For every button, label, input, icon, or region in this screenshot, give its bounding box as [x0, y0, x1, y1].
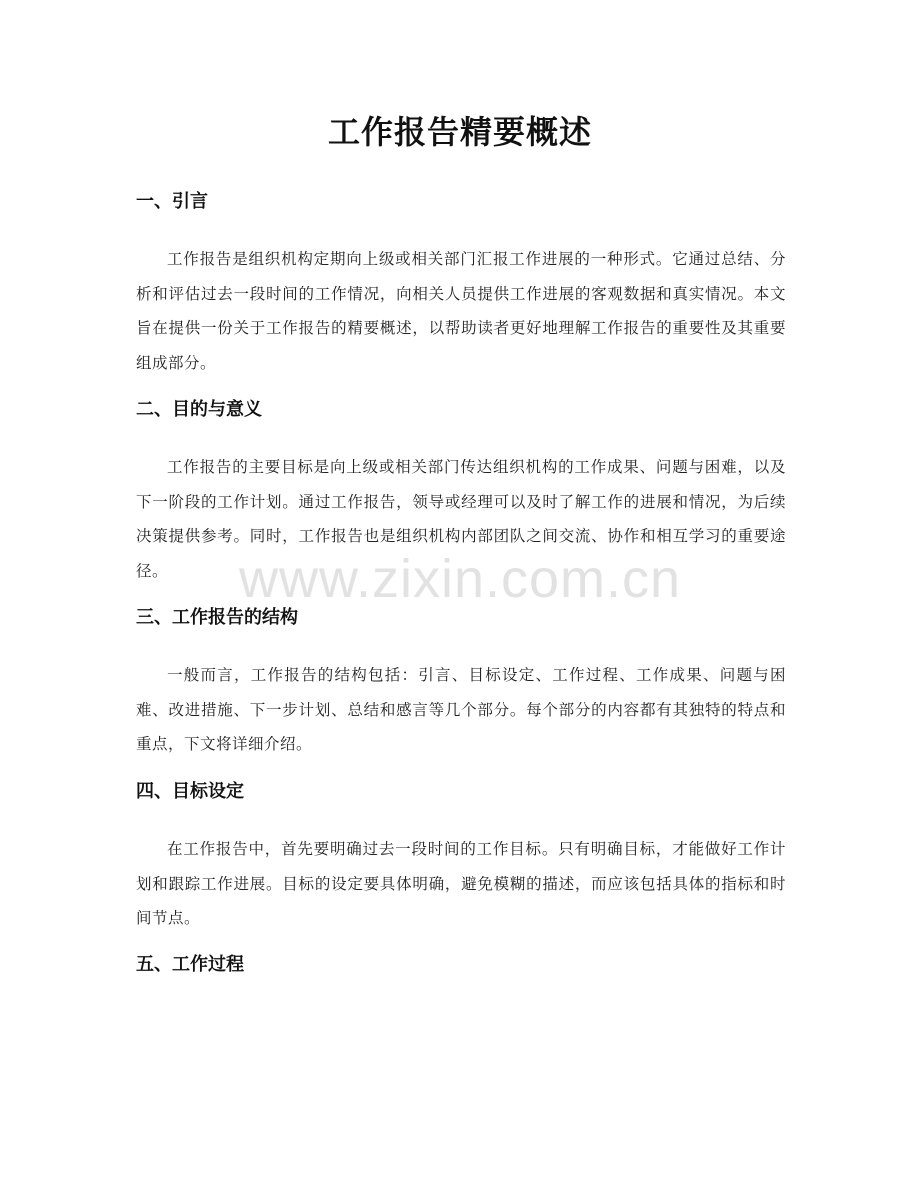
section-heading: 三、工作报告的结构 — [136, 607, 298, 628]
section-paragraph: 工作报告的主要目标是向上级或相关部门传达组织机构的工作成果、问题与困难，以及下一阶段的工作计划。通过工作报告，领导或经理可以及时了解工作的进展和情况，为后续决策提供参考。同时，工作报告也是组织机构内部团队之间交流、协作和相互学习的重要途径。 — [136, 458, 786, 580]
section-paragraph: 工作报告是组织机构定期向上级或相关部门汇报工作进展的一种形式。它通过总结、分析和评估过去一段时间的工作情况，向相关人员提供工作进展的客观数据和真实情况。本文旨在提供一份关于工作报告的精要概述，以帮助读者更好地理解工作报告的重要性及其重要组成部分。 — [136, 250, 786, 372]
section-heading: 一、引言 — [136, 191, 208, 212]
section-paragraph: 在工作报告中，首先要明确过去一段时间的工作目标。只有明确目标，才能做好工作计划和跟踪工作进展。目标的设定要具体明确，避免模糊的描述，而应该包括具体的指标和时间节点。 — [136, 840, 786, 927]
section-introduction — [136, 189, 786, 380]
section-goal-setting — [136, 779, 786, 936]
section-heading: 四、目标设定 — [136, 781, 244, 802]
section-structure — [136, 605, 786, 762]
section-work-process — [136, 952, 786, 978]
section-heading: 五、工作过程 — [136, 954, 244, 975]
watermark: www.zixin.com.cn — [238, 549, 682, 609]
section-heading: 二、目的与意义 — [136, 399, 262, 420]
document-title: 工作报告精要概述 — [327, 113, 592, 151]
section-purpose — [136, 397, 786, 588]
section-paragraph: 一般而言，工作报告的结构包括：引言、目标设定、工作过程、工作成果、问题与困难、改进措施、下一步计划、总结和感言等几个部分。每个部分的内容都有其独特的特点和重点，下文将详细介绍。 — [136, 666, 786, 753]
